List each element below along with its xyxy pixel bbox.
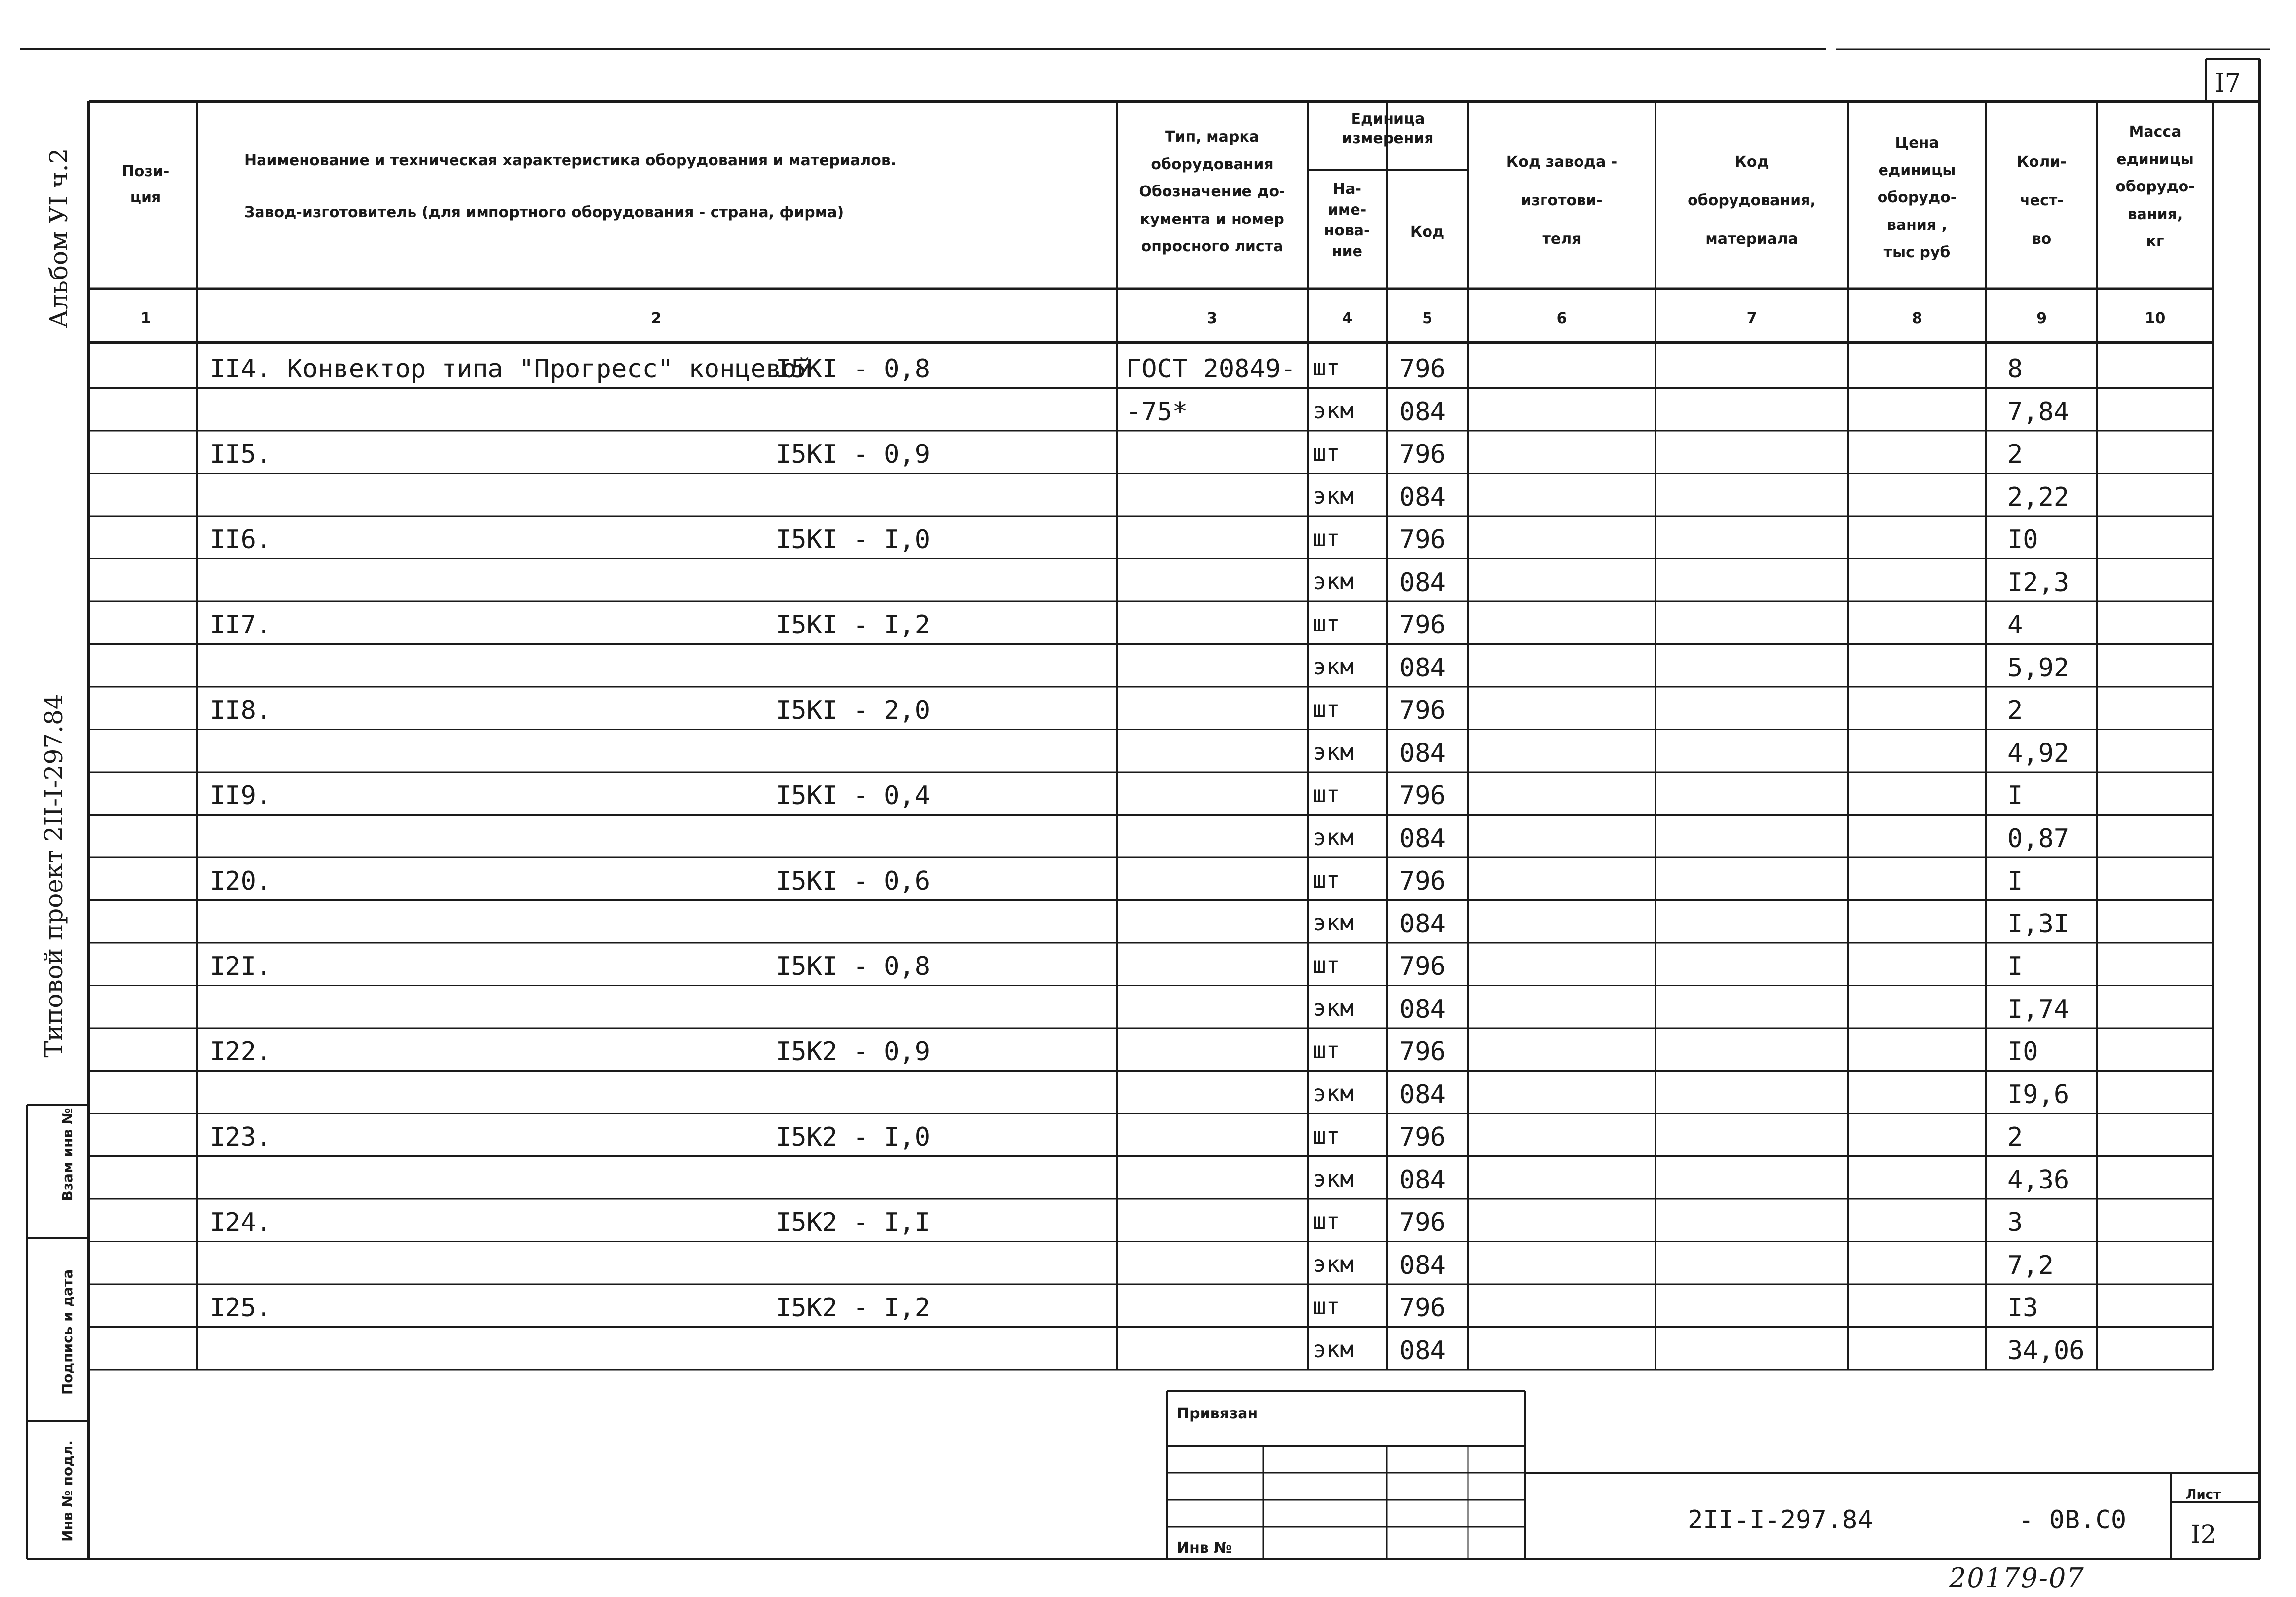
row-model: I5KI - 0,4 bbox=[776, 781, 931, 811]
row-position-name: II9. bbox=[210, 781, 272, 811]
row-quantity: I3 bbox=[2007, 1293, 2038, 1323]
row-unit-name: экм bbox=[1313, 653, 1354, 680]
row-unit-code: 084 bbox=[1399, 653, 1446, 683]
row-unit-name: экм bbox=[1313, 909, 1354, 936]
row-unit-name: экм bbox=[1313, 482, 1354, 509]
column-number: 3 bbox=[1207, 310, 1217, 327]
row-model: I5K2 - I,I bbox=[776, 1208, 931, 1237]
column-number: 1 bbox=[140, 310, 151, 327]
row-model: I5KI - 0,6 bbox=[776, 866, 931, 896]
inv-no-label: Инв № bbox=[1177, 1539, 1232, 1557]
header-quantity: Коли- чест- во bbox=[2017, 153, 2067, 248]
row-quantity: 5,92 bbox=[2007, 653, 2070, 683]
row-model: I5K2 - I,2 bbox=[776, 1293, 931, 1323]
row-unit-code: 084 bbox=[1399, 1165, 1446, 1195]
row-model: I5KI - 0,9 bbox=[776, 440, 931, 469]
row-quantity: 0,87 bbox=[2007, 823, 2070, 854]
row-unit-name: шт bbox=[1313, 525, 1340, 552]
row-quantity: 2 bbox=[2007, 696, 2023, 725]
header-factory-code: Код завода - изготови- теля bbox=[1506, 153, 1618, 248]
header-unit-code: Код bbox=[1410, 223, 1445, 241]
row-position-name: I2I. bbox=[210, 952, 272, 981]
header-mass: Масса единицы оборудо- вания, кг bbox=[2115, 123, 2195, 250]
column-number: 10 bbox=[2145, 310, 2166, 327]
row-unit-name: шт bbox=[1313, 1122, 1340, 1149]
row-position-name: I25. bbox=[210, 1293, 272, 1323]
row-position-name: II5. bbox=[210, 440, 272, 469]
row-quantity: 34,06 bbox=[2007, 1336, 2085, 1366]
row-unit-name: экм bbox=[1313, 1165, 1354, 1192]
privyazan-label: Привязан bbox=[1177, 1405, 1258, 1422]
row-unit-name: шт bbox=[1313, 440, 1340, 466]
handwritten-number: 20179-07 bbox=[1949, 1562, 2085, 1594]
header-name-line1: Наименование и техническая характеристика оборудования и материалов. bbox=[244, 152, 897, 169]
row-quantity: 2 bbox=[2007, 1122, 2023, 1152]
row-unit-name: экм bbox=[1313, 994, 1354, 1021]
row-unit-code: 796 bbox=[1399, 610, 1446, 640]
row-unit-code: 084 bbox=[1399, 909, 1446, 939]
project-label: Типовой проект 2II-I-297.84 bbox=[39, 694, 68, 1058]
row-unit-name: шт bbox=[1313, 952, 1340, 978]
row-position-name: II7. bbox=[210, 610, 272, 640]
row-unit-name: шт bbox=[1313, 354, 1340, 381]
column-number: 8 bbox=[1912, 310, 1922, 327]
row-unit-code: 084 bbox=[1399, 567, 1446, 597]
row-unit-name: шт bbox=[1313, 781, 1340, 808]
row-quantity: 2,22 bbox=[2007, 482, 2070, 512]
row-unit-code: 084 bbox=[1399, 1336, 1446, 1366]
row-unit-code: 084 bbox=[1399, 482, 1446, 512]
row-position-name: I22. bbox=[210, 1037, 272, 1067]
document-suffix: - 0В.С0 bbox=[2018, 1505, 2127, 1535]
row-quantity: 7,84 bbox=[2007, 397, 2070, 427]
row-unit-name: экм bbox=[1313, 1336, 1354, 1363]
row-unit-code: 796 bbox=[1399, 440, 1446, 469]
row-unit-code: 796 bbox=[1399, 1208, 1446, 1237]
header-unit-group: Единица измерения bbox=[1342, 111, 1434, 147]
album-label: Альбом УI ч.2 bbox=[44, 148, 73, 328]
row-unit-code: 796 bbox=[1399, 1037, 1446, 1067]
row-position-name: II6. bbox=[210, 525, 272, 555]
row-model: I5KI - 0,8 bbox=[776, 952, 931, 981]
row-unit-code: 084 bbox=[1399, 823, 1446, 854]
row-model: I5KI - I,0 bbox=[776, 525, 931, 555]
row-unit-name: шт bbox=[1313, 866, 1340, 893]
column-number: 2 bbox=[651, 310, 662, 327]
row-unit-code: 796 bbox=[1399, 866, 1446, 896]
row-unit-code: 796 bbox=[1399, 525, 1446, 555]
row-unit-name: шт bbox=[1313, 1208, 1340, 1234]
row-quantity: I bbox=[2007, 781, 2023, 811]
row-unit-code: 796 bbox=[1399, 1122, 1446, 1152]
row-quantity: I bbox=[2007, 952, 2023, 981]
row-unit-name: экм bbox=[1313, 738, 1354, 765]
row-unit-name: шт bbox=[1313, 610, 1340, 637]
row-position-name: II4. Конвектор типа "Прогресс" концевой bbox=[210, 354, 812, 384]
header-type: Тип, марка оборудования Обозначение до- кумента и номер опросного листа bbox=[1139, 128, 1285, 255]
row-document: -75* bbox=[1126, 397, 1188, 427]
row-quantity: 4,92 bbox=[2007, 738, 2070, 768]
row-quantity: 4,36 bbox=[2007, 1165, 2070, 1195]
row-unit-code: 084 bbox=[1399, 1250, 1446, 1280]
vzam-inv-label: Взам инв № bbox=[59, 1108, 75, 1201]
row-unit-name: шт bbox=[1313, 696, 1340, 722]
column-number: 9 bbox=[2036, 310, 2047, 327]
row-unit-name: шт bbox=[1313, 1293, 1340, 1320]
row-unit-code: 796 bbox=[1399, 696, 1446, 725]
row-position-name: I23. bbox=[210, 1122, 272, 1152]
row-unit-code: 796 bbox=[1399, 952, 1446, 981]
column-number: 4 bbox=[1342, 310, 1353, 327]
podpis-data-label: Подпись и дата bbox=[59, 1269, 75, 1395]
row-unit-name: шт bbox=[1313, 1037, 1340, 1064]
row-model: I5KI - 0,8 bbox=[776, 354, 931, 384]
header-price: Цена единицы оборудо- вания , тыс руб bbox=[1877, 134, 1957, 261]
row-document: ГОСТ 20849- bbox=[1126, 354, 1296, 384]
row-unit-code: 084 bbox=[1399, 738, 1446, 768]
header-unit-name: На- име- нова- ние bbox=[1324, 181, 1370, 260]
row-quantity: 2 bbox=[2007, 440, 2023, 469]
row-unit-name: экм bbox=[1313, 1250, 1354, 1277]
row-unit-code: 084 bbox=[1399, 1079, 1446, 1110]
row-model: I5K2 - 0,9 bbox=[776, 1037, 931, 1067]
row-quantity: I0 bbox=[2007, 525, 2038, 555]
row-quantity: I0 bbox=[2007, 1037, 2038, 1067]
row-quantity: I9,6 bbox=[2007, 1079, 2070, 1110]
row-model: I5KI - I,2 bbox=[776, 610, 931, 640]
row-unit-code: 796 bbox=[1399, 354, 1446, 384]
row-unit-code: 084 bbox=[1399, 994, 1446, 1024]
row-quantity: 3 bbox=[2007, 1208, 2023, 1237]
header-name-line2: Завод-изготовитель (для импортного оборудования - страна, фирма) bbox=[244, 204, 844, 221]
row-position-name: I20. bbox=[210, 866, 272, 896]
row-position-name: II8. bbox=[210, 696, 272, 725]
row-position-name: I24. bbox=[210, 1208, 272, 1237]
row-quantity: I,74 bbox=[2007, 994, 2070, 1024]
row-quantity: I2,3 bbox=[2007, 567, 2070, 597]
column-number: 6 bbox=[1556, 310, 1567, 327]
row-unit-name: экм bbox=[1313, 397, 1354, 424]
header-equipment-code: Код оборудования, материала bbox=[1688, 153, 1816, 248]
row-unit-code: 796 bbox=[1399, 781, 1446, 811]
row-model: I5K2 - I,0 bbox=[776, 1122, 931, 1152]
row-unit-name: экм bbox=[1313, 567, 1354, 594]
column-number: 7 bbox=[1746, 310, 1757, 327]
row-quantity: I bbox=[2007, 866, 2023, 896]
row-unit-code: 796 bbox=[1399, 1293, 1446, 1323]
list-number: I2 bbox=[2191, 1520, 2217, 1549]
header-position: Пози- ция bbox=[121, 163, 170, 206]
row-unit-name: экм bbox=[1313, 823, 1354, 851]
inv-podl-label: Инв № подл. bbox=[59, 1440, 75, 1542]
document-code: 2II-I-297.84 bbox=[1688, 1505, 1873, 1535]
column-number: 5 bbox=[1422, 310, 1432, 327]
row-unit-name: экм bbox=[1313, 1079, 1354, 1107]
row-model: I5KI - 2,0 bbox=[776, 696, 931, 725]
row-quantity: 8 bbox=[2007, 354, 2023, 384]
row-quantity: 7,2 bbox=[2007, 1250, 2054, 1280]
row-quantity: 4 bbox=[2007, 610, 2023, 640]
row-unit-code: 084 bbox=[1399, 397, 1446, 427]
sheet-number-top: I7 bbox=[2215, 69, 2241, 98]
row-quantity: I,3I bbox=[2007, 909, 2070, 939]
list-label: Лист bbox=[2185, 1487, 2221, 1502]
